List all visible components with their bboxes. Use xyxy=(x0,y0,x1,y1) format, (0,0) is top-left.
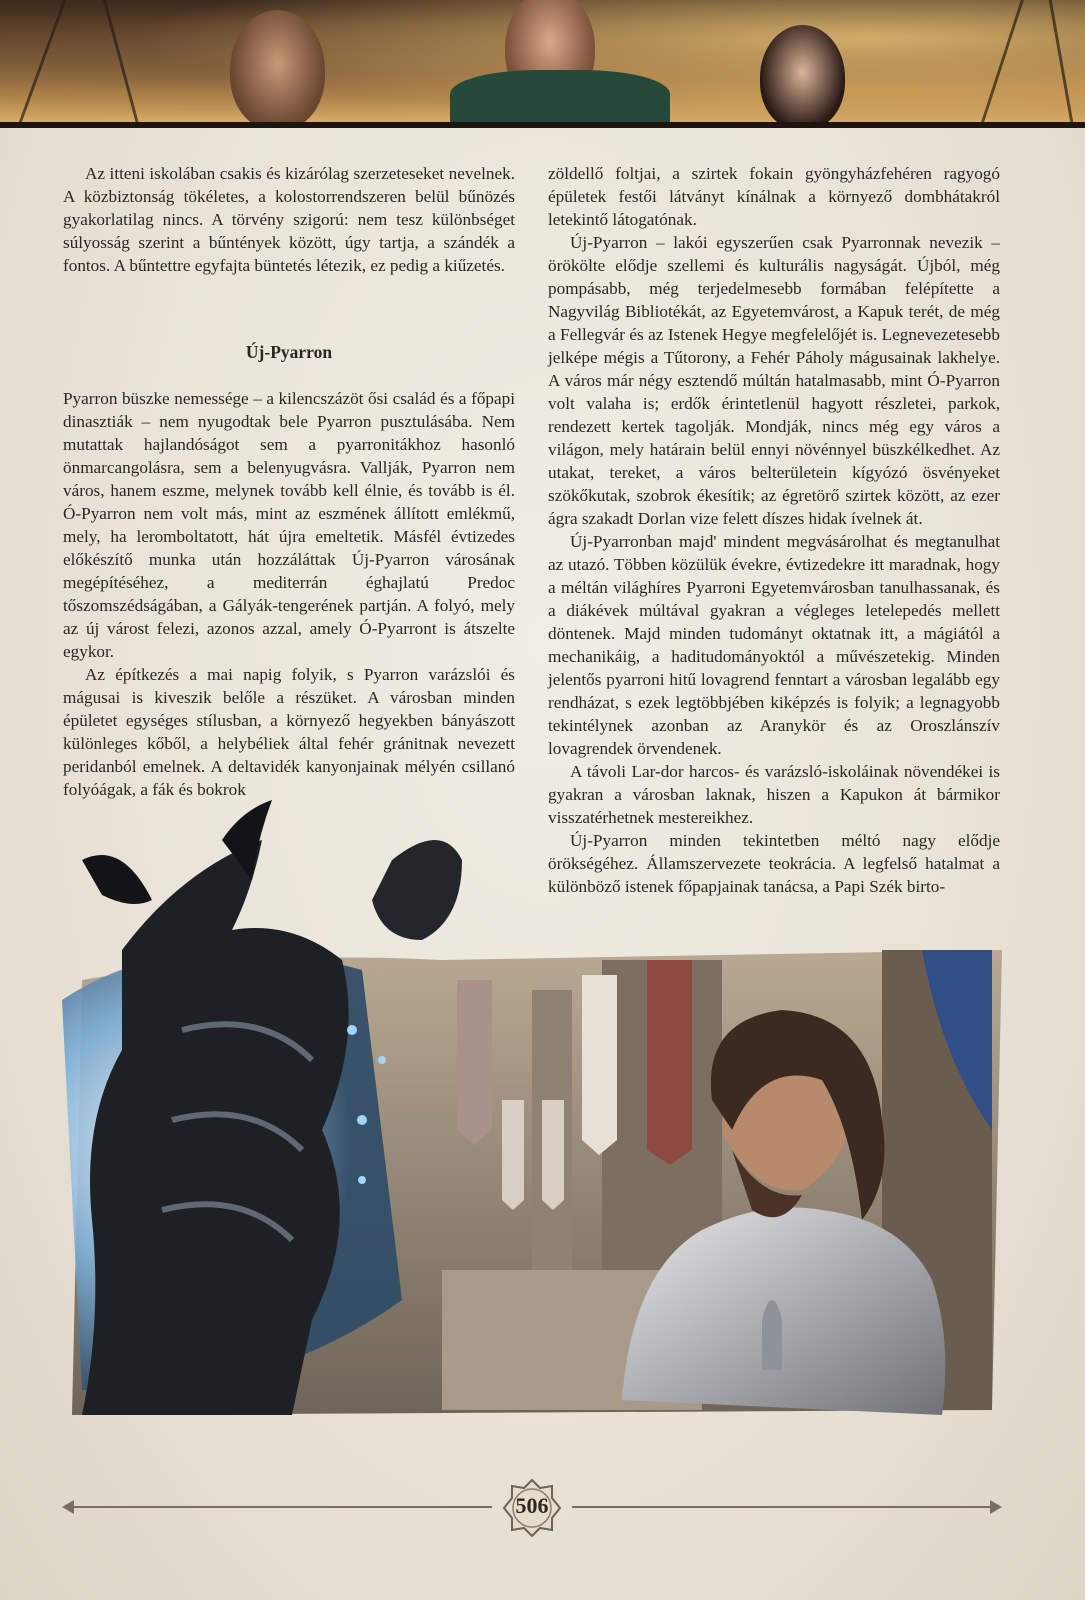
paragraph: Új-Pyarron – lakói egyszerűen csak Pyarronnak nevezik – örökölte elődje szellemi és kulturális nagyságát. Újból, még pompásabb, még terjedelmesebb formában felépítette a Nagyvilág Bibliotékát, az Egyetemvárost, a Kapuk terét, de még a Fellegvár és az Istenek Hegye megfelelőjét is. Legnevezetesebb jelképe mégis a Tűtorony, a Fehér Páholy mágusainak lakhelye. A város már négy esztendő múltán hatalmasabb, mint Ó-Pyarron volt valaha is; erdők érintetlenül hagyott részletei, parkok, rendezett kertek tagolják. Mondják, nincs még egy város a világon, mely határain belül ennyi növénnyel büszkélkedhet. Az utakat, tereket, a város belterületein kígyózó ösvényeket szökőkutak, szobrok ékesítik; az égretörő szirtek között, az ezer ágra szakadt Dorlan vize felett díszes hidak ívelnek át. xyxy=(548,233,1000,528)
paragraph: A távoli Lar-dor harcos- és varázsló-iskoláinak növendékei is gyakran a városban laknak, hiszen a Kapukon át bármikor visszatérhetnek mestereikhez. xyxy=(548,762,1000,827)
character-portrait-right xyxy=(760,25,845,128)
character-portrait-left xyxy=(230,10,325,128)
paragraph: Az itteni iskolában csakis és kizárólag szerzeteseket nevelnek. A közbiztonság tökéletes, a kolostorrendszeren belül bűnözés gyakorlatilag nincs. A törvény szigorú: nem tesz különbséget súlyosság szerint a bűntények között, úgy tartja, a szándék a fontos. A bűntettre egyfajta büntetés létezik, ez pedig a kiűzetés. xyxy=(63,164,515,275)
page-number: 506 xyxy=(515,1493,549,1518)
paragraph: Új-Pyarronban majd' mindent megvásárolhat és megtanulhat az utazó. Többen közülük évekre, évtizedekre itt maradnak, hogy a méltán világhíres Pyarroni Egyetemvárosban tanulhassanak, és a diákévek múltával gyakran a végleges letelepedés mellett döntenek. Majd minden tudományt oktatnak itt, a mágiától a mechanikáig, a haditudományoktól a művészetekig. Minden jelentős pyarroni hitű lovagrend fenntart a városban legalább egy rendházat, s ezek legtöbbjében kiképzés is folyik; a legnagyobb tekintélynek azonban az Aranykör és az Oroszlánszív lovagrendek örvendenek. xyxy=(548,532,1000,758)
section-heading: Új-Pyarron xyxy=(245,342,333,362)
paragraph: Az építkezés a mai napig folyik, s Pyarron varázslói és mágusai is kiveszik belőle a részüket. A városban minden épületet egységes stílusban, a környező hegyekben bányászott különleges kőből, a helybéliek által fehér gránitnak nevezett peridanból emelnek. A deltavidék kanyonjainak mélyén csillanó folyóágak, a fák és bokrok xyxy=(63,665,515,799)
left-column xyxy=(63,162,515,277)
paragraph: Pyarron büszke nemessége – a kilencszázöt ősi család és a főpapi dinasztiák – nem nyugodtak bele Pyarron pusztulásába. Nem mutattak hajlandóságot sem a pyarronitákhoz hasonló önmarcangolásra, sem a belenyugvásra. Vallják, Pyarron nem város, hanem eszme, melynek tovább kell élnie, és tovább is él. Ó-Pyarron nem volt más, mint az eszmének állított emlékmű, mely, ha leromboltatott, hát újra emeltetik. Másfél évtizedes előkészítő munka után hozzáláttak Új-Pyarron városának megépítéséhez, a mediterrán éghajlatú Predoc tőszomszédságában, a Gályák-tengerének partján. A folyó, mely az új várost felezi, azonos azzal, amely Ó-Pyarront is átszelte egykor. xyxy=(63,389,515,661)
paragraph: Új-Pyarron minden tekintetben méltó nagy elődje örökségéhez. Államszervezete teokrácia. A legfelső hatalmat a különböző istenek főpapjainak tanácsa, a Papi Szék birto- xyxy=(548,831,1000,896)
ornament-arrow-right-icon xyxy=(990,1500,1002,1514)
right-column xyxy=(548,162,1000,898)
footer-rule-right xyxy=(572,1506,992,1508)
footer-rule-left xyxy=(72,1506,492,1508)
main-illustration xyxy=(62,800,1002,1420)
paragraph: zöldellő foltjai, a szirtek fokain gyöngyházfehéren ragyogó épületek festői látványt kínálnak a környező dombhátakról letekintő látogatónak. xyxy=(548,164,1000,229)
left-column-body xyxy=(63,387,515,801)
header-illustration xyxy=(0,0,1085,128)
page-footer xyxy=(62,1478,1002,1538)
robe-shape xyxy=(450,70,670,128)
